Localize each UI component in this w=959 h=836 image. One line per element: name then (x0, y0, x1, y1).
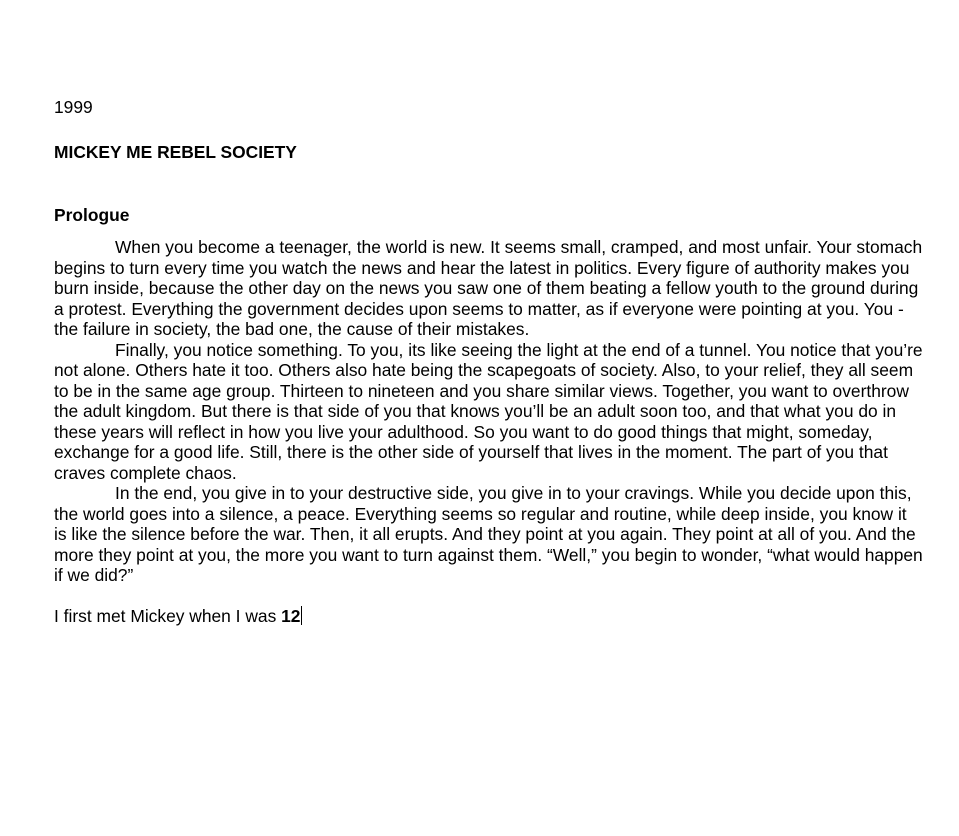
final-line-bold-text: 12 (281, 605, 301, 626)
document-title: MICKEY ME REBEL SOCIETY (54, 142, 297, 162)
prologue-body[interactable] (54, 237, 924, 586)
final-line[interactable] (54, 606, 924, 627)
text-cursor (301, 606, 302, 625)
paragraph-3: In the end, you give in to your destructive side, you give in to your cravings. While you decide upon this, the world goes into a silence, a peace. Everything seems so regular and routine, while deep inside, you know it is like the silence before the war. Then, it all erupts. And they point at you again. They point at all of you. And the more they point at you, the more you want to turn against them. “Well,” you begin to wonder, “what would happen if we did?” (54, 483, 923, 585)
paragraph-1: When you become a teenager, the world is new. It seems small, cramped, and most unfair. Your stomach begins to turn every time you watch the news and hear the latest in politics. Every figure of authority makes you burn inside, because the other day on the news you saw one of them beating a fellow youth to the ground during a protest. Everything the government decides upon seems to matter, as if everyone were pointing at you. You - the failure in society, the bad one, the cause of their mistakes. (54, 237, 923, 339)
document-page[interactable] (54, 97, 924, 626)
document-year: 1999 (54, 97, 93, 117)
section-heading-prologue: Prologue (54, 205, 130, 225)
final-line-text: I first met Mickey when I was (54, 605, 282, 626)
paragraph-2: Finally, you notice something. To you, its like seeing the light at the end of a tunnel. You notice that you’re not alone. Others hate it too. Others also hate being the scapegoats of society. Also, to your relief, they all seem to be in the same age group. Thirteen to nineteen and you share similar views. Together, you want to overthrow the adult kingdom. But there is that side of you that knows you’ll be an adult soon too, and that what you do in these years will reflect in how you live your adulthood. So you want to do good things that might, someday, exchange for a good life. Still, there is the other side of yourself that lives in the moment. The part of you that craves complete chaos. (54, 339, 923, 483)
